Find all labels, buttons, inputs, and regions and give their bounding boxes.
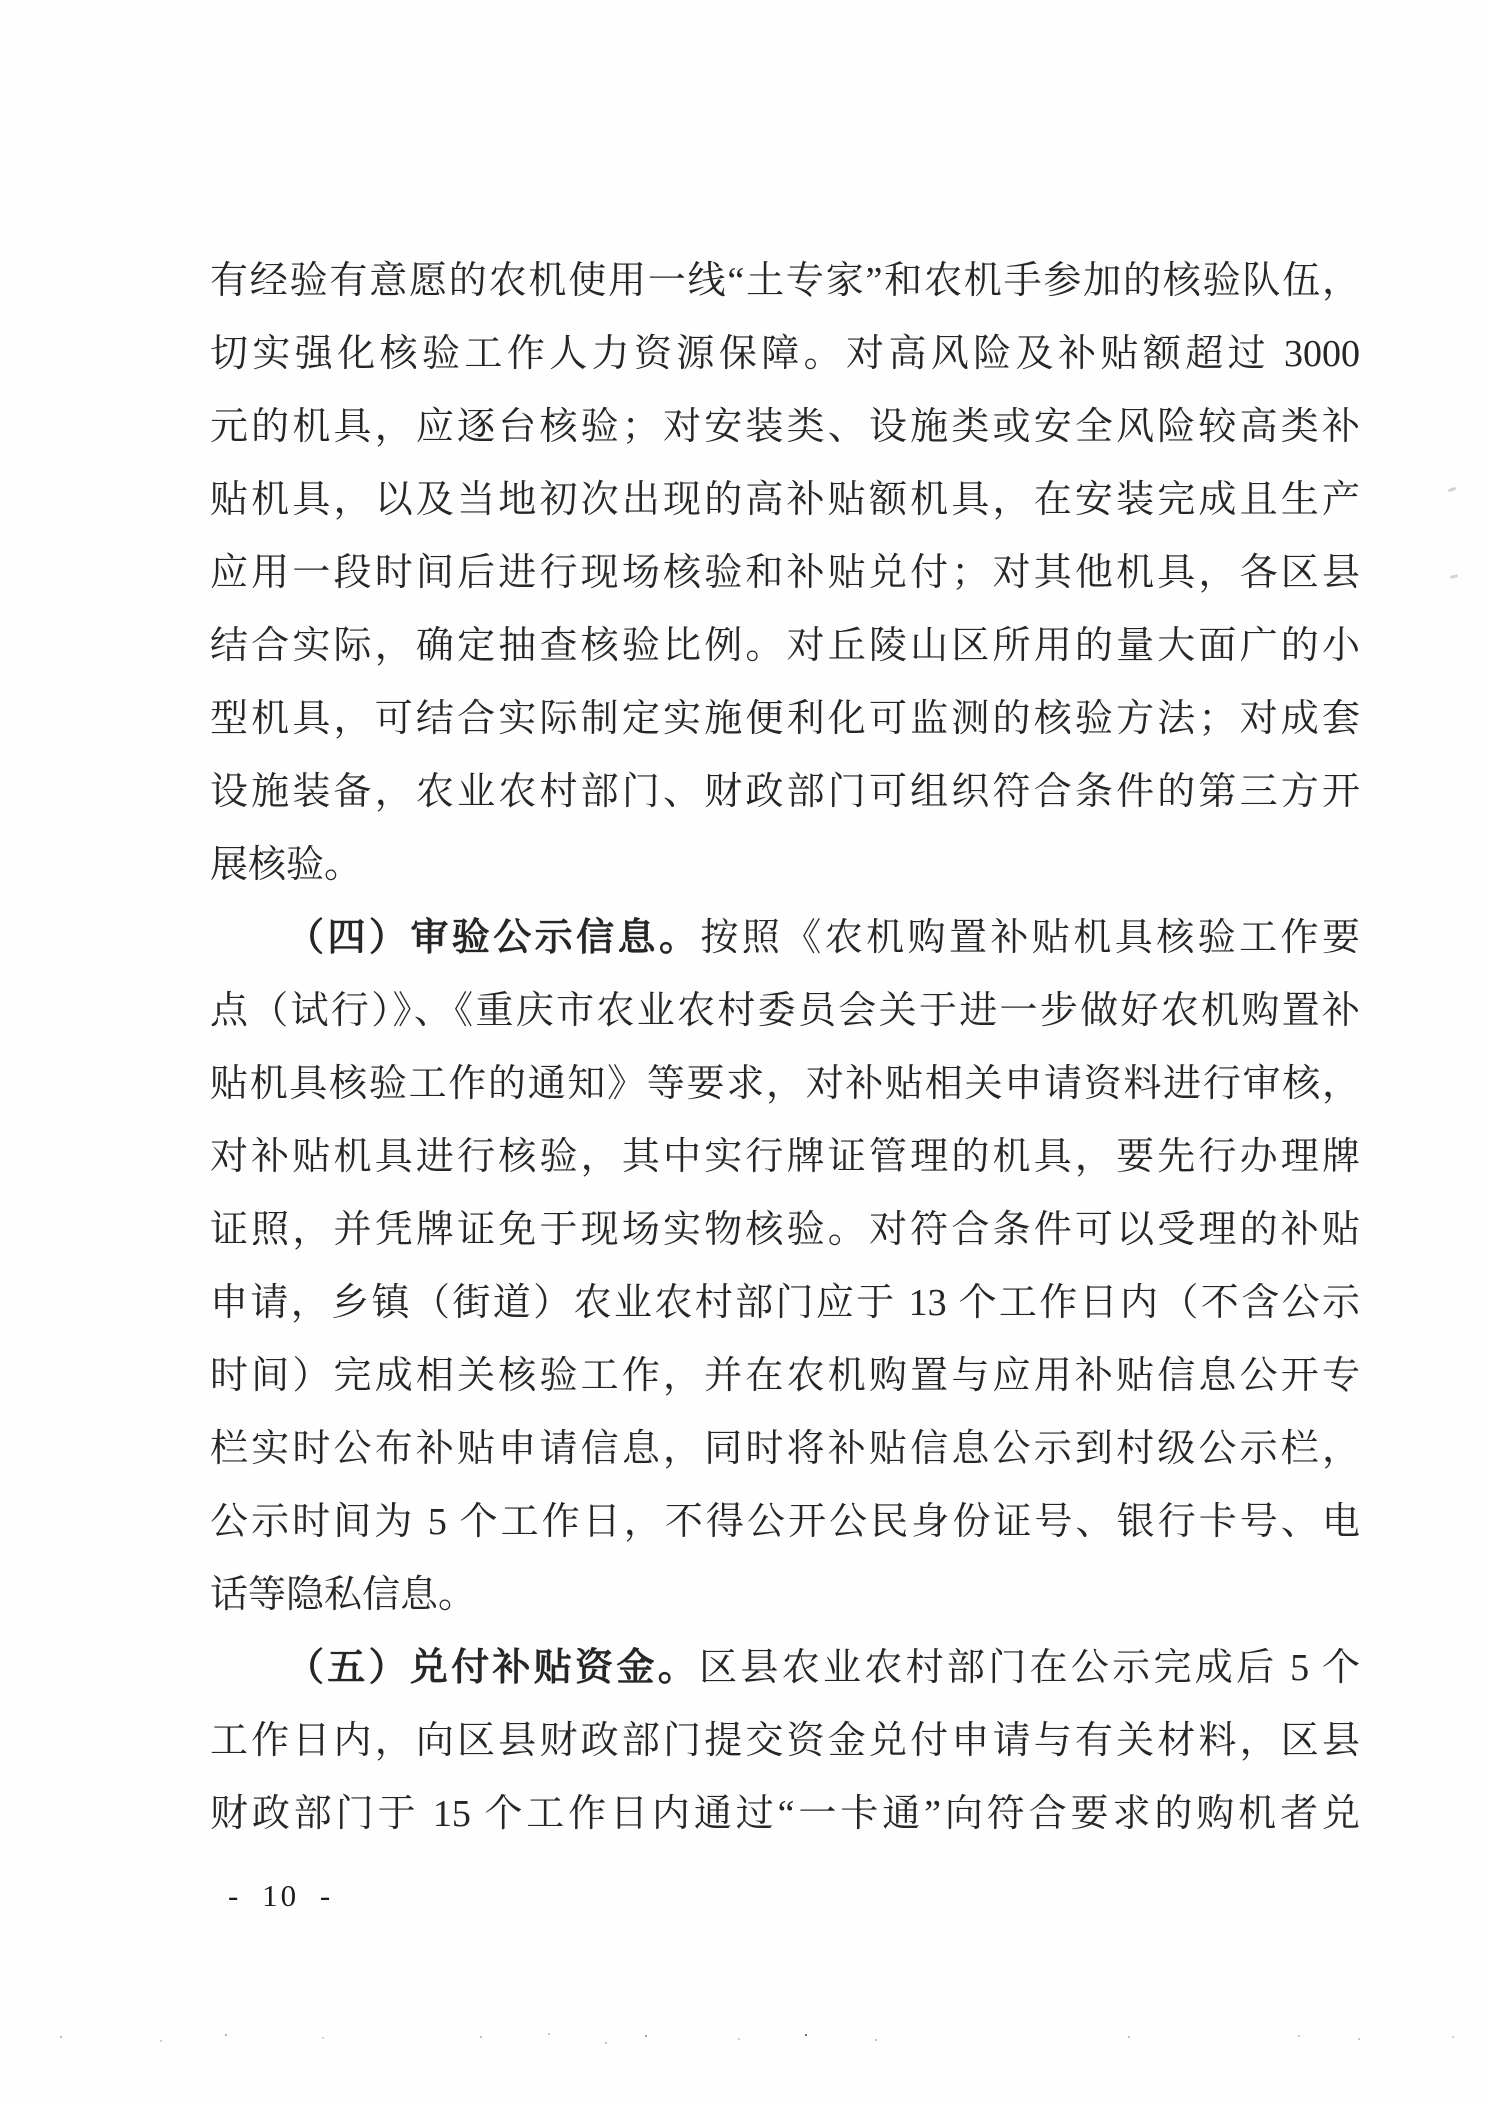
text-line: 工作日内，向区县财政部门提交资金兑付申请与有关材料，区县	[210, 1720, 1360, 1762]
page-number: - 10 -	[228, 1878, 334, 1913]
text-line: 型机具，可结合实际制定实施便利化可监测的核验方法；对成套	[210, 698, 1360, 740]
text-line: 栏实时公布补贴申请信息，同时将补贴信息公示到村级公示栏，	[210, 1428, 1360, 1470]
text-run: 区县农业农村部门在公示完成后 5 个	[699, 1647, 1360, 1689]
body-text-block	[210, 245, 1360, 1851]
scan-noise-dots	[60, 2036, 62, 2038]
text-line: 公示时间为 5 个工作日，不得公开公民身份证号、银行卡号、电	[210, 1501, 1360, 1543]
scan-speck	[1450, 574, 1459, 579]
scan-speck	[1448, 487, 1457, 493]
text-line: 展核验。	[210, 844, 363, 886]
text-line: 元的机具，应逐台核验；对安装类、设施类或安全风险较高类补	[210, 406, 1360, 448]
text-line: 应用一段时间后进行现场核验和补贴兑付；对其他机具，各区县	[210, 552, 1360, 594]
text-line: 贴机具核验工作的通知》等要求，对补贴相关申请资料进行审核，	[210, 1063, 1360, 1105]
text-line: 结合实际，确定抽查核验比例。对丘陵山区所用的量大面广的小	[210, 625, 1360, 667]
section-heading: （四）审验公示信息。	[286, 917, 701, 959]
text-line: 点（试行）》、《重庆市农业农村委员会关于进一步做好农机购置补	[210, 990, 1360, 1032]
text-line: 切实强化核验工作人力资源保障。对高风险及补贴额超过 3000	[210, 333, 1360, 375]
text-line: 时间）完成相关核验工作，并在农机购置与应用补贴信息公开专	[210, 1355, 1360, 1397]
text-line: 对补贴机具进行核验，其中实行牌证管理的机具，要先行办理牌	[210, 1136, 1360, 1178]
text-line: 证照，并凭牌证免于现场实物核验。对符合条件可以受理的补贴	[210, 1209, 1360, 1251]
text-line: 财政部门于 15 个工作日内通过“一卡通”向符合要求的购机者兑	[210, 1793, 1360, 1835]
text-line-section-5	[210, 1632, 1360, 1705]
text-line: 贴机具，以及当地初次出现的高补贴额机具，在安装完成且生产	[210, 479, 1360, 521]
text-line: 话等隐私信息。	[210, 1574, 477, 1616]
text-line: 申请，乡镇（街道）农业农村部门应于 13 个工作日内（不含公示	[210, 1282, 1360, 1324]
text-line-section-4	[210, 902, 1360, 975]
text-line: 有经验有意愿的农机使用一线“土专家”和农机手参加的核验队伍，	[210, 260, 1360, 302]
text-run: 按照《农机购置补贴机具核验工作要	[700, 917, 1360, 959]
section-heading: （五）兑付补贴资金。	[286, 1647, 700, 1689]
text-line: 设施装备，农业农村部门、财政部门可组织符合条件的第三方开	[210, 771, 1360, 813]
